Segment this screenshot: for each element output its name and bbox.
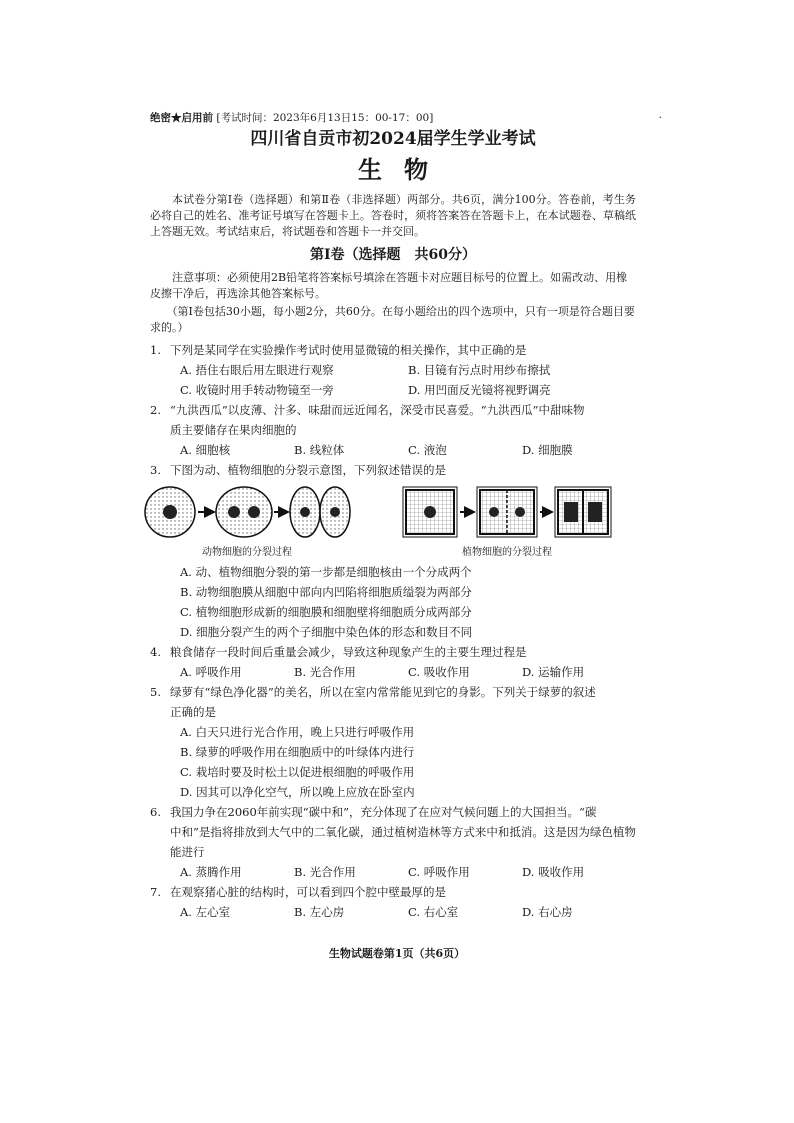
animal-division-figure bbox=[142, 484, 352, 560]
section-note: （第Ⅰ卷包括30小题，每小题2分，共60分。在每小题给出的四个选项中，只有一项是符合题目要求的。） bbox=[150, 305, 635, 334]
option-c: C. 右心室 bbox=[408, 905, 459, 919]
option-c: C. 栽培时要及时松土以促进根细胞的呼吸作用 bbox=[180, 765, 415, 779]
option-c: C. 收镜时用手转动物镜至一旁 bbox=[180, 383, 334, 397]
exam-title: 四川省自贡市初2024届学生学业考试 bbox=[250, 129, 536, 149]
option-c: C. 呼吸作用 bbox=[408, 865, 470, 879]
option-c: C. 植物细胞形成新的细胞膜和细胞壁将细胞质分成两部分 bbox=[180, 605, 472, 619]
question-1 bbox=[150, 340, 636, 400]
confidential-mark: 绝密★启用前 bbox=[150, 112, 213, 124]
question-number: 5. bbox=[150, 685, 161, 699]
option-c: C. 液泡 bbox=[408, 443, 447, 457]
option-a: A. 左心室 bbox=[180, 905, 231, 919]
stray-dot: · bbox=[658, 112, 662, 124]
question-number: 7. bbox=[150, 885, 161, 899]
option-d: D. 细胞分裂产生的两个子细胞中染色体的形态和数目不同 bbox=[180, 625, 473, 639]
question-stem: 在观察猪心脏的结构时，可以看到四个腔中壁最厚的是 bbox=[170, 885, 446, 899]
subject-title: 生物 bbox=[358, 155, 450, 184]
exam-intro: 本试卷分第Ⅰ卷（选择题）和第Ⅱ卷（非选择题）两部分。共6页，满分100分。答卷前，考生务必将自己的姓名、准考证号填写在答题卡上。答卷时，须将答案答在答题卡上，在本试题卷、草稿纸上答题无效。考试结束后，将试题卷和答题卡一并交回。 bbox=[150, 193, 636, 238]
question-stem: 粮食储存一段时间后重量会减少，导致这种现象产生的主要生理过程是 bbox=[170, 645, 527, 659]
exam-page bbox=[150, 108, 662, 922]
question-6 bbox=[150, 802, 636, 882]
option-c: C. 吸收作用 bbox=[408, 665, 470, 679]
question-stem: “九洪西瓜”以皮薄、汁多、味甜而远近闻名，深受市民喜爱。“九洪西瓜”中甜味物 bbox=[170, 403, 585, 417]
option-d: D. 吸收作用 bbox=[522, 865, 585, 879]
question-3 bbox=[150, 460, 636, 642]
option-b: B. 左心房 bbox=[294, 905, 345, 919]
animal-cell-division-diagram bbox=[142, 484, 352, 540]
question-stem: 下列是某同学在实验操作考试时使用显微镜的相关操作，其中正确的是 bbox=[170, 343, 527, 357]
question-number: 6. bbox=[150, 805, 161, 819]
plant-division-figure bbox=[402, 484, 612, 560]
question-stem: 绿萝有“绿色净化器”的美名，所以在室内常常能见到它的身影。下列关于绿萝的叙述 bbox=[170, 685, 596, 699]
question-number: 3. bbox=[150, 463, 161, 477]
question-stem-cont: 中和”是指将排放到大气中的二氧化碳，通过植树造林等方式来中和抵消。这是因为绿色植物能进行 bbox=[170, 825, 636, 859]
option-a: A. 细胞核 bbox=[180, 443, 231, 457]
option-b: B. 光合作用 bbox=[294, 865, 356, 879]
question-2 bbox=[150, 400, 636, 460]
option-b: B. 动物细胞膜从细胞中部向内凹陷将细胞质缢裂为两部分 bbox=[180, 585, 472, 599]
option-d: D. 运输作用 bbox=[522, 665, 585, 679]
header-line bbox=[150, 108, 662, 126]
plant-caption: 植物细胞的分裂过程 bbox=[462, 547, 552, 558]
page-footer: 生物试题卷第1页（共6页） bbox=[328, 947, 466, 960]
animal-caption: 动物细胞的分裂过程 bbox=[202, 547, 292, 558]
question-stem-cont: 质主要储存在果肉细胞的 bbox=[170, 423, 297, 437]
option-a: A. 白天只进行光合作用，晚上只进行呼吸作用 bbox=[180, 725, 415, 739]
option-d: D. 因其可以净化空气，所以晚上应放在卧室内 bbox=[180, 785, 415, 799]
question-number: 1. bbox=[150, 343, 161, 357]
exam-time: [考试时间：2023年6月13日15：00-17：00] bbox=[216, 112, 434, 124]
question-stem: 下图为动、植物细胞的分裂示意图，下列叙述错误的是 bbox=[170, 463, 446, 477]
question-4 bbox=[150, 642, 636, 682]
option-a: A. 蒸腾作用 bbox=[180, 865, 242, 879]
option-d: D. 右心房 bbox=[522, 905, 573, 919]
question-number: 2. bbox=[150, 403, 161, 417]
notice: 注意事项：必须使用2B铅笔将答案标号填涂在答题卡对应题目标号的位置上。如需改动、用橡皮擦干净后，再选涂其他答案标号。 bbox=[150, 271, 628, 300]
question-5 bbox=[150, 682, 636, 802]
option-a: A. 呼吸作用 bbox=[180, 665, 242, 679]
option-b: B. 绿萝的呼吸作用在细胞质中的叶绿体内进行 bbox=[180, 745, 415, 759]
option-b: B. 目镜有污点时用纱布擦拭 bbox=[408, 363, 551, 377]
question-stem: 我国力争在2060年前实现“碳中和”，充分体现了在应对气候问题上的大国担当。“碳 bbox=[170, 805, 597, 819]
question-stem-cont: 正确的是 bbox=[170, 705, 216, 719]
cell-division-figure bbox=[142, 484, 612, 560]
plant-cell-division-diagram bbox=[402, 484, 612, 540]
option-b: B. 线粒体 bbox=[294, 443, 345, 457]
option-d: D. 细胞膜 bbox=[522, 443, 573, 457]
question-7 bbox=[150, 882, 636, 922]
option-a: A. 捂住右眼后用左眼进行观察 bbox=[180, 363, 334, 377]
option-d: D. 用凹面反光镜将视野调亮 bbox=[408, 383, 551, 397]
option-a: A. 动、植物细胞分裂的第一步都是细胞核由一个分成两个 bbox=[180, 565, 472, 579]
question-number: 4. bbox=[150, 645, 161, 659]
section-title: 第Ⅰ卷（选择题 共60分） bbox=[309, 247, 477, 263]
option-b: B. 光合作用 bbox=[294, 665, 356, 679]
